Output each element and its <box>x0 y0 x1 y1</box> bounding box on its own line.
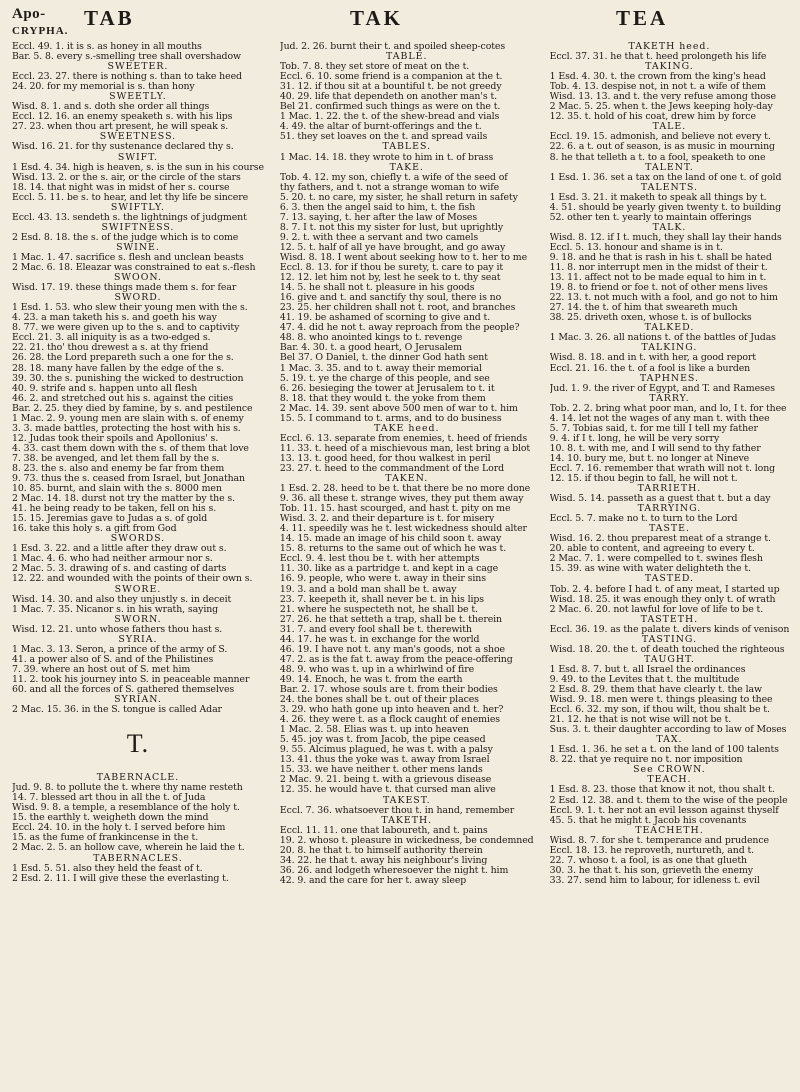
entry-line: 23. 27. t. heed to the commandment of the Lord <box>279 463 504 474</box>
entry-heading: SWIFTLY. <box>110 202 166 213</box>
entry-line: 1 Mac. 7. 35. Nicanor s. in his wrath, saying <box>12 604 219 615</box>
entry-heading: TARRY. <box>649 393 690 404</box>
entry-line: 7. 38. be avenged, and let them fall by the s. <box>12 453 220 464</box>
entry-line: 10. 85. burnt, and slain with the s. 8000 men <box>12 484 222 495</box>
entry-line: 51. they set loaves on the t. and spread vails <box>279 132 488 143</box>
entry-line: 2 Esd. 12. 38. and t. them to the wise of the people <box>549 795 788 806</box>
entry-line: 13. 41. thus the yoke was t. away from Israel <box>279 755 490 766</box>
entry-line: 14. 10. bury me, but t. no longer at Nineve <box>549 453 750 464</box>
entry-line: Eccl. 6. 13. separate from enemies, t. heed of friends <box>279 433 528 444</box>
entry-line: 1 Mac. 2. 58. Elias was t. up into heaven <box>279 725 469 736</box>
entry-line: Eccl. 7. 36. whatsoever thou t. in hand, remember <box>279 805 515 816</box>
entry-line: Eccl. 49. 1. it is s. as honey in all mouths <box>12 42 202 52</box>
entry-heading: TASTE. <box>648 524 690 535</box>
entry-line: 9. 49. to the Levites that t. the multitude <box>549 674 740 685</box>
entry-line: Wisd. 18. 25. it was enough they only t. of wrath <box>549 594 776 605</box>
entry-line: Wisd. 16. 2. thou preparest meat of a strange t. <box>549 534 771 545</box>
entry-line: 4. 49. the altar of burnt-offerings and the t. <box>279 122 482 133</box>
entry-line: 19. 3. and a bold man shall be t. away <box>279 584 457 595</box>
entry-line: Eccl. 11. 11. one that laboureth, and t. pains <box>279 825 488 836</box>
entry-line: Wisd. 9. 18. men were t. things pleasing to thee <box>549 695 773 706</box>
entry-line: 11. 33. t. heed of a mischievous man, lest bring a blot <box>279 443 531 454</box>
entry-line: 8. he that telleth a t. to a fool, speaketh to one <box>549 152 766 163</box>
spacer <box>12 763 264 773</box>
entry-line: Bar. 4. 30. t. a good heart, O Jerusalem <box>279 343 462 354</box>
entry-line: 9. 2. t. with thee a servant and two camels <box>279 232 479 243</box>
entry-line: 16. give and t. and sanctify thy soul, there is no <box>279 293 502 304</box>
entry-line: 15. 15. Jeremias gave to Judas a s. of gold <box>12 514 208 525</box>
entry-line: 20. able to content, and agreeing to every t. <box>549 544 755 555</box>
entry-line: Wisd. 8. 1. and s. doth she order all things <box>12 102 210 113</box>
spacer <box>12 715 264 725</box>
entry-line: 52. other ten t. yearly to maintain offerings <box>549 212 752 223</box>
entry-line: 38. 25. driveth oxen, whose t. is of bullocks <box>549 313 752 324</box>
entry-heading: See CROWN. <box>633 765 706 776</box>
entry-line: Sus. 3. t. their daughter according to law of Moses <box>549 725 787 736</box>
entry-line: 1 Mac. 3. 35. and to t. away their memorial <box>279 363 482 374</box>
entry-line: Wisd. 8. 18. and in t. with her, a good report <box>549 353 756 364</box>
entry-line: 1 Esd. 8. 23. those that know it not, thou shalt t. <box>549 785 775 796</box>
entry-line: 15. 5. I command to t. arms, and to do business <box>279 413 502 424</box>
entry-line: 2 Mac. 9. 21. being t. with a grievous disease <box>279 775 492 786</box>
entry-heading: SYRIA. <box>118 634 158 645</box>
entry-line: 42. 9. and the care for her t. away sleep <box>279 875 467 886</box>
entry-heading: SYRIAN. <box>114 695 162 706</box>
entry-line: 2 Mac. 5. 3. drawing of s. and casting of darts <box>12 564 227 575</box>
entry-heading: SWEETLY. <box>109 92 167 103</box>
entry-line: 23. 7. keepeth it, shall never be t. in his lips <box>279 594 484 605</box>
entry-line: 1 Mac. 14. 18. they wrote to him in t. of brass <box>279 152 494 163</box>
entry-line: 3. 29. who hath gone up into heaven and t. her? <box>279 705 504 716</box>
entry-line: Wisd. 8. 12. if I t. much, they shall lay their hands <box>549 232 782 243</box>
entry-heading: SWORE. <box>114 584 162 595</box>
entry-line: 2 Mac. 5. 25. when t. the Jews keeping holy-day <box>549 102 773 113</box>
entry-line: 16. 9. people, who were t. away in their sins <box>279 574 486 585</box>
entry-line: 13. 13. t. good heed, for thou walkest in peril <box>279 453 491 464</box>
entry-line: 47. 2. as is the fat t. away from the peace-offering <box>279 654 513 665</box>
entry-line: Tob. 11. 15. hast scourged, and hast t. pity on me <box>279 504 511 515</box>
entry-line: Eccl. 9. 1. t. her not an evil lesson against thyself <box>549 805 779 816</box>
entry-line: Eccl. 43. 13. sendeth s. the lightnings of judgment <box>12 212 247 223</box>
entry-line: Wisd. 5. 14. passeth as a guest that t. but a day <box>549 494 771 505</box>
entry-line: 33. 27. send him to labour, for idleness t. evil <box>549 875 760 886</box>
entry-line: 2 Mac. 2. 5. an hollow cave, wherein he laid the t. <box>12 843 245 854</box>
entry-heading: TASTED. <box>644 574 695 585</box>
entry-line: Eccl. 21. 3. all iniquity is as a two-edged s. <box>12 333 211 344</box>
column-2 <box>280 42 534 886</box>
entry-line: 2 Mac. 14. 39. sent above 500 men of war to t. him <box>279 403 518 414</box>
entry-line: 5. 7. Tobias said, t. for me till I tell my father <box>549 423 758 434</box>
entry-line: 1 Mac. 1. 22. the t. of the shew-bread and vials <box>279 112 500 123</box>
entry-line: 7. 13. saying, t. her after the law of Moses <box>279 212 478 223</box>
entry-line: Wisd. 8. 18. I went about seeking how to t. her to me <box>279 252 528 263</box>
entry-line: Tob. 4. 12. my son, chiefly t. a wife of the seed of <box>279 172 508 183</box>
entry-line: thy fathers, and t. not a strange woman to wife <box>279 182 500 193</box>
entry-heading: TALKING. <box>641 343 698 354</box>
entry-line: 6. 26. besieging the tower at Jerusalem to t. it <box>279 383 495 394</box>
entry-heading: TALK. <box>652 222 687 233</box>
entry-line: 46. 19. I have not t. any man's goods, not a shoe <box>279 644 505 655</box>
entry-heading: TABLE. <box>386 52 428 63</box>
entry-line: 19. 2. whoso t. pleasure in wickedness, be condemned <box>279 835 534 846</box>
entry-line: 11. 8. nor interrupt men in the midst of their t. <box>549 263 768 274</box>
entry-heading: TAKETH. <box>381 815 433 826</box>
entry-line: 41. a power also of S. and of the Philistines <box>12 654 214 665</box>
entry-line: 2 Mac. 15. 36. in the S. tongue is called Adar <box>12 705 222 716</box>
entry-line: 1 Esd. 8. 7. but t. all Israel the ordinances <box>549 664 746 675</box>
entry-line: 45. 5. that he might t. Jacob his covenants <box>549 815 747 826</box>
guide-word-3: TEA <box>616 6 669 30</box>
entry-line: 1 Esd. 1. 36. set a tax on the land of one t. of gold <box>549 172 782 183</box>
entry-heading: SWEETER. <box>107 62 169 73</box>
entry-line: Eccl. 19. 15. admonish, and believe not every t. <box>549 132 771 143</box>
entry-heading: TARRYING. <box>637 504 702 515</box>
entry-heading: SWORD. <box>114 293 162 304</box>
entry-line: 48. 8. who anointed kings to t. revenge <box>279 333 463 344</box>
entry-line: 9. 18. and he that is rash in his t. shall be hated <box>549 252 772 263</box>
entry-line: Eccl. 37. 31. he that t. heed prolongeth his life <box>549 52 767 63</box>
entry-line: 15. 8. returns to the same out of which he was t. <box>279 544 507 555</box>
entry-heading: TASTETH. <box>640 614 699 625</box>
entry-line: 14. 15. made an image of his child soon t. away <box>279 534 502 545</box>
entry-heading: TAKEN. <box>385 474 429 485</box>
entry-line: 27. 23. when thou art present, he will speak s. <box>12 122 229 133</box>
entry-line: Eccl. 5. 7. make no t. to turn to the Lord <box>549 514 738 525</box>
entry-line: Bar. 2. 17. whose souls are t. from their bodies <box>279 685 498 695</box>
entry-line: 47. 4. did he not t. away reproach from the people? <box>279 323 520 334</box>
entry-line: 4. 23. a man taketh his s. and goeth his way <box>12 313 217 324</box>
entry-line: Eccl. 8. 13. for if thou be surety, t. care to pay it <box>279 263 504 274</box>
entry-line: Eccl. 7. 16. remember that wrath will not t. long <box>549 463 776 474</box>
entry-line: 11. 30. like as a partridge t. and kept in a cage <box>279 564 499 575</box>
entry-line: 4. 14. let not the wages of any man t. with thee <box>549 413 770 424</box>
entry-line: 41. 19. be ashamed of scorning to give and t. <box>279 313 491 324</box>
column-3 <box>550 42 790 886</box>
entry-line: 23. 25. her children shall not t. root, and branches <box>279 303 516 314</box>
entry-line: Eccl. 5. 11. be s. to hear, and let thy life be sincere <box>12 192 249 203</box>
entry-line: 5. 20. t. no care, my sister, he shall return in safety <box>279 192 518 203</box>
entry-line: 1 Mac. 4. 6. who had neither armour nor s. <box>12 554 213 565</box>
entry-line: 26. 28. the Lord prepareth such a one for the s. <box>12 353 234 364</box>
entry-heading: TAKE. <box>389 162 424 173</box>
entry-line: 31. 7. and every fool shall be t. therewith <box>279 624 472 635</box>
entry-line: 2 Esd. 2. 11. I will give these the everlasting t. <box>12 873 229 884</box>
entry-line: 2 Esd. 8. 18. the s. of the judge which is to come <box>12 232 239 243</box>
entry-line: 6. 3. then the angel said to him, t. the fish <box>279 202 476 213</box>
entry-line: Jud. 1. 9. the river of Egypt, and T. and Rameses <box>549 383 775 394</box>
entry-line: 1 Mac. 2. 9. young men are slain with s. of enemy <box>12 413 244 424</box>
entry-line: 8. 18. that they would t. the yoke from them <box>279 393 486 404</box>
entry-heading: TAKEST. <box>382 795 431 806</box>
entry-line: 8. 7. I t. not this my sister for lust, but uprightly <box>279 222 504 233</box>
entry-line: 36. 26. and lodgeth wheresoever the night t. him <box>279 865 509 876</box>
entry-line: Eccl. 18. 13. he reproveth, nurtureth, and t. <box>549 845 755 856</box>
entry-line: Bar. 2. 25. they died by famine, by s. and pestilence <box>12 403 253 414</box>
entry-heading: TALE. <box>652 122 687 133</box>
entry-line: 2 Mac. 6. 20. not lawful for love of life to be t. <box>549 604 764 615</box>
entry-line: Eccl. 6. 10. some friend is a companion at the t. <box>279 72 503 83</box>
entry-line: 1 Esd. 3. 22. and a little after they draw out s. <box>12 544 227 555</box>
entry-line: 9. 36. all these t. strange wives, they put them away <box>279 494 524 505</box>
entry-line: Wisd. 12. 21. unto whose fathers thou hast s. <box>12 624 223 635</box>
entry-line: 1 Mac. 3. 13. Seron, a prince of the army of S. <box>12 644 228 655</box>
entry-line: 2 Mac. 14. 18. durst not try the matter by the s. <box>12 494 236 505</box>
entry-line: 13. 11. affect not to be made equal to him in t. <box>549 273 767 284</box>
entry-line: 39. 30. the s. punishing the wicked to destruction <box>12 373 244 384</box>
entry-line: Tob. 2. 4. before I had t. of any meat, I started up <box>549 584 780 595</box>
entry-line: 22. 6. a t. out of season, is as music in mourning <box>549 142 775 153</box>
entry-heading: TAKING. <box>645 62 694 73</box>
entry-line: 22. 21. tho' thou drewest a s. at thy friend <box>12 343 209 354</box>
entry-line: 12. 5. t. half of all ye have brought, and go away <box>279 242 506 253</box>
entry-line: 15. 33. we have neither t. other mens lands <box>279 765 483 776</box>
entry-heading: SWOON. <box>113 273 162 284</box>
running-head-bottom: CRYPHA. <box>12 25 69 37</box>
running-head-book <box>12 6 68 40</box>
entry-line: 4. 51. should be yearly given twenty t. to building <box>549 202 782 213</box>
entry-heading: TASTING. <box>641 634 698 645</box>
entry-heading: TAX. <box>656 735 683 746</box>
entry-line: 18. 14. that night was in midst of her s. course <box>12 182 230 193</box>
entry-line: 4. 11. speedily was he t. lest wickedness should alter <box>279 524 527 535</box>
entry-line: 1 Mac. 1. 47. sacrifice s. flesh and unclean beasts <box>12 252 244 263</box>
entry-line: 14. 5. he shall not t. pleasure in his goods <box>279 283 475 294</box>
entry-heading: SWINE. <box>116 242 160 253</box>
entry-line: 2 Esd. 8. 29. them that have clearly t. the law <box>549 685 762 695</box>
entry-line: 2 Mac. 7. 1. were compelled to t. swines flesh <box>549 554 763 565</box>
entry-line: 1 Mac. 3. 26. all nations t. of the battles of Judas <box>549 333 776 344</box>
entry-line: Bar. 5. 8. every s.-smelling tree shall overshadow <box>12 52 241 63</box>
entry-line: 14. 7. blessed art thou in all the t. of Juda <box>12 793 206 804</box>
entry-line: Wisd. 9. 8. a temple, a resemblance of the holy t. <box>12 803 240 814</box>
entry-line: 10. 8. t. with me, and I will send to thy father <box>549 443 761 454</box>
entry-heading: TALENTS. <box>640 182 698 193</box>
entry-line: 12. Judas took their spoils and Apollonius' s. <box>12 433 219 444</box>
entry-line: Wisd. 18. 20. the t. of death touched the righteous <box>549 644 785 655</box>
entry-heading: SWEETNESS. <box>99 132 177 143</box>
entry-line: 22. 7. whoso t. a fool, is as one that glueth <box>549 855 747 866</box>
entry-line: 24. the bones shall be t. out of their places <box>279 695 479 706</box>
entry-line: 1 Esd. 1. 53. who slew their young men with the s. <box>12 303 248 314</box>
entry-heading: TABERNACLES. <box>93 853 183 864</box>
entry-line: 15. 39. as wine with water delighteth the t. <box>549 564 751 575</box>
column-1 <box>12 42 264 886</box>
entry-line: 12. 15. if thou begin to fall, he will not t. <box>549 474 738 485</box>
entry-heading: TAKE heed. <box>374 423 440 434</box>
entry-line: 21. 12. he that is not wise will not be t. <box>549 715 732 726</box>
entry-heading: TEACHETH. <box>635 825 704 836</box>
entry-line: 30. 3. he that t. his son, grieveth the enemy <box>549 865 753 876</box>
entry-line: Wisd. 16. 21. for thy sustenance declared thy s. <box>12 142 234 153</box>
entry-heading: TAUGHT. <box>643 654 695 665</box>
entry-line: 22. 13. t. not much with a fool, and go not to him <box>549 293 778 304</box>
entry-line: Wisd. 8. 7. for she t. temperance and prudence <box>549 835 769 846</box>
entry-line: Eccl. 5. 13. honour and shame is in t. <box>549 242 723 253</box>
entry-line: Wisd. 13. 13. and t. the very refuse among those <box>549 92 776 103</box>
entry-heading: TAPHNES. <box>639 373 699 384</box>
entry-line: 12. 22. and wounded with the points of their own s. <box>12 574 253 585</box>
entry-line: 27. 26. he that setteth a trap, shall be t. therein <box>279 614 502 625</box>
entry-line: 41. he being ready to be taken, fell on his s. <box>12 504 217 515</box>
entry-line: Wisd. 13. 2. or the s. air, or the circle of the stars <box>12 172 241 183</box>
entry-line: Bel 21. confirmed such things as were on the t. <box>279 102 501 113</box>
entry-line: Jud. 9. 8. to pollute the t. where thy name resteth <box>12 783 243 794</box>
entry-line: 9. 55. Alcimus plagued, he was t. with a palsy <box>279 745 493 756</box>
entry-line: 34. 22. he that t. away his neighbour's living <box>279 855 488 866</box>
entry-line: 15. the earthly t. weigheth down the mind <box>12 813 209 824</box>
entry-line: 40. 29. life that dependeth on another man's t. <box>279 92 497 103</box>
entry-line: 28. 18. many have fallen by the edge of the s. <box>12 363 224 374</box>
entry-line: 48. 9. who was t. up in a whirlwind of fire <box>279 664 475 675</box>
entry-line: 49. 14. Enoch, he was t. from the earth <box>279 674 463 685</box>
entry-line: 4. 26. they were t. as a flock caught of enemies <box>279 715 500 726</box>
entry-line: 1 Esd. 3. 21. it maketh to speak all things by t. <box>549 192 767 203</box>
entry-heading: SWIFT. <box>117 152 159 163</box>
entry-line: 8. 23. the s. also and enemy be far from them <box>12 463 225 474</box>
entry-line: Eccl. 9. 4. lest thou be t. with her attempts <box>279 554 480 565</box>
entry-heading: TABLES. <box>382 142 432 153</box>
entry-line: 46. 2. and stretched out his s. against the cities <box>12 393 234 404</box>
page-header <box>12 4 782 42</box>
entry-line: 27. 14. the t. of him that sweareth much <box>549 303 738 314</box>
entry-heading: TABERNACLE. <box>96 773 180 784</box>
guide-word-1: TAB <box>84 6 135 30</box>
entry-line: 15. as the fume of frankincense in the t. <box>12 833 199 844</box>
entry-line: 9. 4. if I t. long, he will be very sorry <box>549 433 720 444</box>
entry-line: 21. where he suspecteth not, he shall be t. <box>279 604 478 615</box>
entry-line: Tob. 4. 13. despise not, in not t. a wife of them <box>549 82 766 93</box>
entry-line: Tob. 2. 2. bring what poor man, and lo, I t. for thee <box>549 403 787 414</box>
entry-line: Wisd. 17. 19. these things made them s. for fear <box>12 283 237 294</box>
entry-heading: SWIFTNESS. <box>101 222 175 233</box>
entry-line: 1 Esd. 1. 36. he set a t. on the land of 100 talents <box>549 745 779 756</box>
entry-line: 11. 2. took his journey into S. in peaceable manner <box>12 674 250 685</box>
entry-line: 8. 22. that ye require no t. nor imposition <box>549 755 743 766</box>
entry-line: Bel 37. O Daniel, t. the dinner God hath sent <box>279 353 488 364</box>
entry-line: 3. 3. made battles, protecting the host with his s. <box>12 423 241 434</box>
entry-line: 5. 19. t. ye the charge of this people, and see <box>279 373 490 384</box>
entry-line: Eccl. 36. 19. as the palate t. divers kinds of venison <box>549 624 790 635</box>
entry-line: Wisd. 14. 30. and also they unjustly s. in deceit <box>12 594 232 605</box>
entry-line: 1 Esd. 5. 51. also they held the feast of t. <box>12 863 203 874</box>
entry-line: 44. 17. he was t. in exchange for the world <box>279 634 480 645</box>
section-letter: T. <box>126 729 150 759</box>
entry-line: 12. 35. t. hold of his coat, drew him by force <box>549 112 756 123</box>
entry-line: 7. 39. where an host out of S. met him <box>12 664 191 675</box>
entry-line: 20. 8. he that t. to himself authority therein <box>279 845 483 856</box>
entry-line: 40. 9. strife and s. happen unto all flesh <box>12 383 198 394</box>
entry-line: 12. 35. he would have t. that cursed man alive <box>279 785 496 796</box>
entry-line: Eccl. 21. 16. the t. of a fool is like a burden <box>549 363 751 374</box>
entry-line: 16. take this holy s. a gift from God <box>12 524 177 535</box>
entry-line: 60. and all the forces of S. gathered themselves <box>12 685 235 695</box>
entry-heading: SWORN. <box>114 614 162 625</box>
entry-line: 12. 12. let him not by, lest he seek to t. thy seat <box>279 273 501 284</box>
guide-word-2: TAK <box>350 6 403 30</box>
entry-line: 1 Esd. 2. 28. heed to be t. that there be no more done <box>279 484 531 495</box>
entry-heading: TALENT. <box>645 162 694 173</box>
entry-line: 1 Esd. 4. 34. high is heaven, s. is the sun in his course <box>12 162 264 173</box>
entry-line: Eccl. 24. 10. in the holy t. I served before him <box>12 823 226 834</box>
entry-heading: TALKED. <box>644 323 695 334</box>
entry-line: Jud. 2. 26. burnt their t. and spoiled sheep-cotes <box>279 42 506 52</box>
entry-line: 8. 77. we were given up to the s. and to captivity <box>12 323 240 334</box>
entry-line: Eccl. 12. 16. an enemy speaketh s. with his lips <box>12 112 233 123</box>
entry-line: 24. 20. for my memorial is s. than hony <box>12 82 195 93</box>
entry-line: Eccl. 23. 27. there is nothing s. than to take heed <box>12 72 242 83</box>
entry-line: 5. 45. joy was t. from Jacob, the pipe ceased <box>279 735 486 746</box>
columns <box>12 42 790 886</box>
entry-heading: TARRIETH. <box>637 484 702 495</box>
entry-line: Wisd. 3. 2. and their departure is t. for misery <box>279 514 495 525</box>
entry-line: 19. 8. to friend or foe t. not of other mens lives <box>549 283 768 294</box>
entry-line: 31. 12. if thou sit at a bountiful t. be not greedy <box>279 82 502 93</box>
entry-line: Eccl. 6. 32. my son, if thou wilt, thou shalt be t. <box>549 705 770 716</box>
entry-line: Tob. 7. 8. they set store of meat on the t. <box>279 62 470 73</box>
entry-line: 9. 73. thus the s. ceased from Israel, but Jonathan <box>12 474 245 485</box>
entry-heading: TAKETH heed. <box>628 42 711 52</box>
entry-line: 1 Esd. 4. 30. t. the crown from the king's head <box>549 72 766 83</box>
running-head-top: Apo- <box>12 6 46 22</box>
entry-heading: SWORDS. <box>110 534 166 545</box>
entry-line: 4. 33. cast them down with the s. of them that love <box>12 443 249 454</box>
entry-heading: TEACH. <box>647 775 692 786</box>
entry-line: 2 Mac. 6. 18. Eleazar was constrained to eat s.-flesh <box>12 263 256 274</box>
